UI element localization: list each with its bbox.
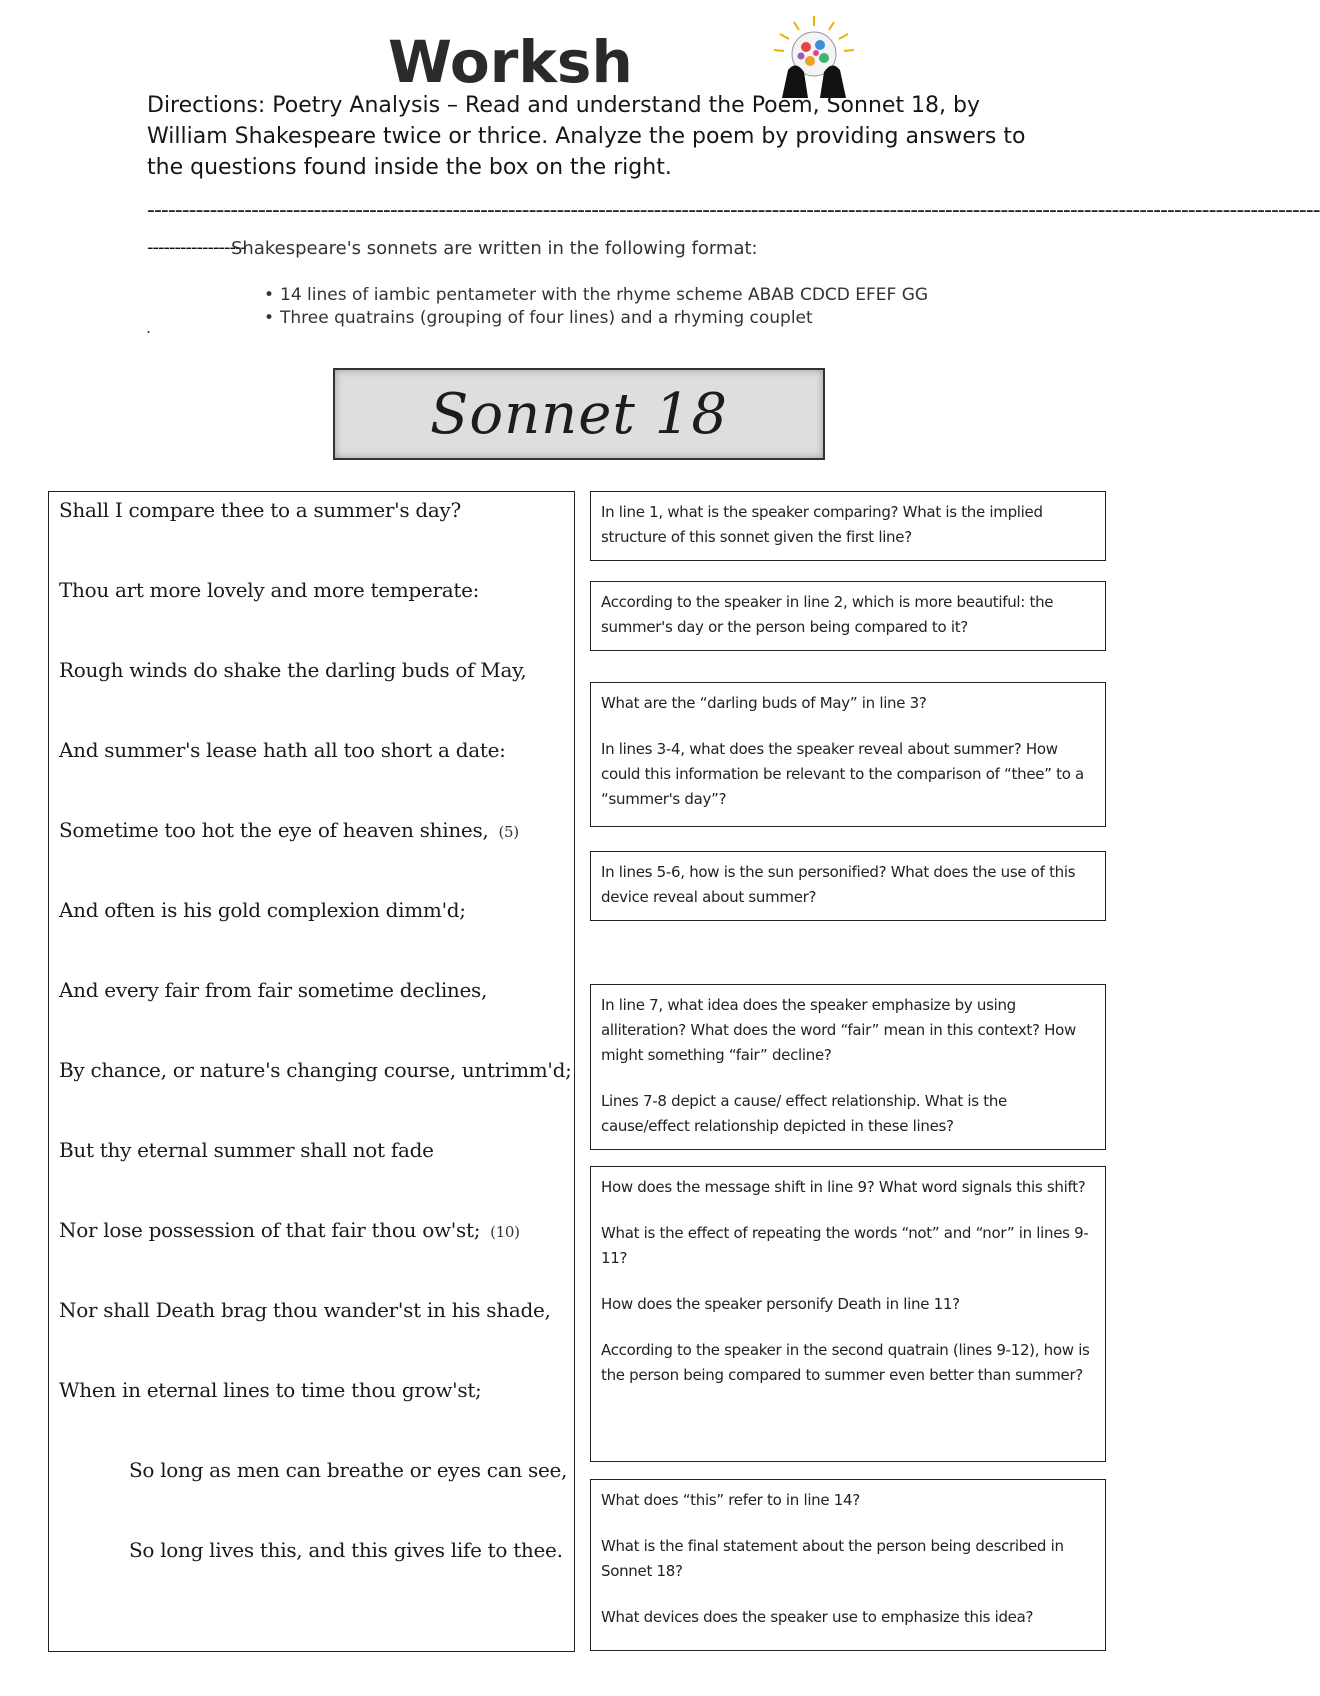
question-text: What is the final statement about the person being described in Sonnet 18? (601, 1537, 1064, 1580)
poem-line (59, 1138, 434, 1162)
question-text: Lines 7-8 depict a cause/ effect relationship. What is the cause/effect relationship depicted in these lines? (601, 1092, 1007, 1135)
format-list (264, 284, 928, 330)
question-text: What are the “darling buds of May” in line 3? (601, 694, 927, 712)
question-box-2 (590, 581, 1106, 651)
poem-line-text: And often is his gold complexion dimm'd; (59, 898, 466, 922)
poem-line (129, 1538, 563, 1562)
question-box-7 (590, 1479, 1106, 1651)
question-text: According to the speaker in line 2, which is more beautiful: the summer's day or the person being compared to it? (601, 593, 1054, 636)
page-title: Worksh (388, 28, 633, 96)
poem-line (59, 498, 461, 522)
question-box-6 (590, 1166, 1106, 1462)
poem-line (59, 1298, 551, 1322)
poem-line (59, 1218, 520, 1242)
format-item: • Three quatrains (grouping of four lines) and a rhyming couplet (264, 307, 928, 330)
question-box-3 (590, 682, 1106, 827)
format-intro: Shakespeare's sonnets are written in the following format: (231, 238, 758, 259)
poem-line (59, 1378, 482, 1402)
question-box-5 (590, 984, 1106, 1150)
poem-line-text: By chance, or nature's changing course, untrimm'd; (59, 1058, 572, 1082)
question-text: In lines 5-6, how is the sun personified? What does the use of this device reveal about summer? (601, 863, 1076, 906)
poem-line (59, 738, 506, 762)
question-box-4 (590, 851, 1106, 921)
question-text: In lines 3-4, what does the speaker reveal about summer? How could this information be relevant to the comparison of “thee” to a “summer's day”? (601, 740, 1084, 808)
question-text: In line 7, what idea does the speaker emphasize by using alliteration? What does the word “fair” mean in this context? How might something “fair” decline? (601, 996, 1076, 1064)
question-text: How does the speaker personify Death in line 11? (601, 1295, 960, 1313)
poem-line-text: And every fair from fair sometime declines, (59, 978, 488, 1002)
dashed-divider: ------------------------------------------------------------------------------------------------------------------------------------------------------------------------- (147, 198, 1320, 223)
line-number: (10) (490, 1223, 520, 1241)
banner-title: Sonnet 18 (430, 381, 728, 447)
line-number: (5) (498, 823, 519, 841)
poem-line (59, 978, 487, 1002)
poem-line (59, 898, 466, 922)
short-dashed-divider: ------------------ (147, 237, 246, 258)
poem-line-text: So long lives this, and this gives life to thee. (129, 1538, 563, 1562)
poem-line-text: And summer's lease hath all too short a date: (59, 738, 506, 762)
question-text: What is the effect of repeating the words “not” and “nor” in lines 9-11? (601, 1224, 1089, 1267)
question-text: What does “this” refer to in line 14? (601, 1491, 860, 1509)
question-text: According to the speaker in the second quatrain (lines 9-12), how is the person being compared to summer even better than summer? (601, 1341, 1090, 1384)
lightbulb-brain-head-icon (768, 14, 860, 100)
poem-line-text: So long as men can breathe or eyes can see, (129, 1458, 568, 1482)
poem-line (59, 818, 519, 842)
question-text: In line 1, what is the speaker comparing? What is the implied structure of this sonnet given the first line? (601, 503, 1043, 546)
poem-box (48, 491, 575, 1652)
poem-line (59, 578, 479, 602)
poem-line-text: But thy eternal summer shall not fade (59, 1138, 434, 1162)
poem-line-text: Thou art more lovely and more temperate: (59, 578, 480, 602)
question-text: What devices does the speaker use to emphasize this idea? (601, 1608, 1034, 1626)
poem-line (59, 1058, 572, 1082)
stray-dot: . (146, 318, 152, 337)
poem-line-text: Nor lose possession of that fair thou ow'st; (59, 1218, 481, 1242)
sonnet-banner (333, 368, 825, 460)
poem-line-text: Rough winds do shake the darling buds of May, (59, 658, 527, 682)
poem-line (59, 658, 526, 682)
question-box-1 (590, 491, 1106, 561)
format-item: • 14 lines of iambic pentameter with the rhyme scheme ABAB CDCD EFEF GG (264, 284, 928, 307)
directions-text: Directions: Poetry Analysis – Read and understand the Poem, Sonnet 18, by William Shakespeare twice or thrice. Analyze the poem by providing answers to the questions found inside the box on the right. (147, 93, 1026, 180)
poem-line-text: Sometime too hot the eye of heaven shines, (59, 818, 489, 842)
poem-line (129, 1458, 567, 1482)
poem-line-text: Nor shall Death brag thou wander'st in his shade, (59, 1298, 551, 1322)
format-intro-row (147, 236, 1047, 262)
question-text: How does the message shift in line 9? What word signals this shift? (601, 1178, 1086, 1196)
poem-line-text: When in eternal lines to time thou grow'st; (59, 1378, 482, 1402)
poem-line-text: Shall I compare thee to a summer's day? (59, 498, 461, 522)
